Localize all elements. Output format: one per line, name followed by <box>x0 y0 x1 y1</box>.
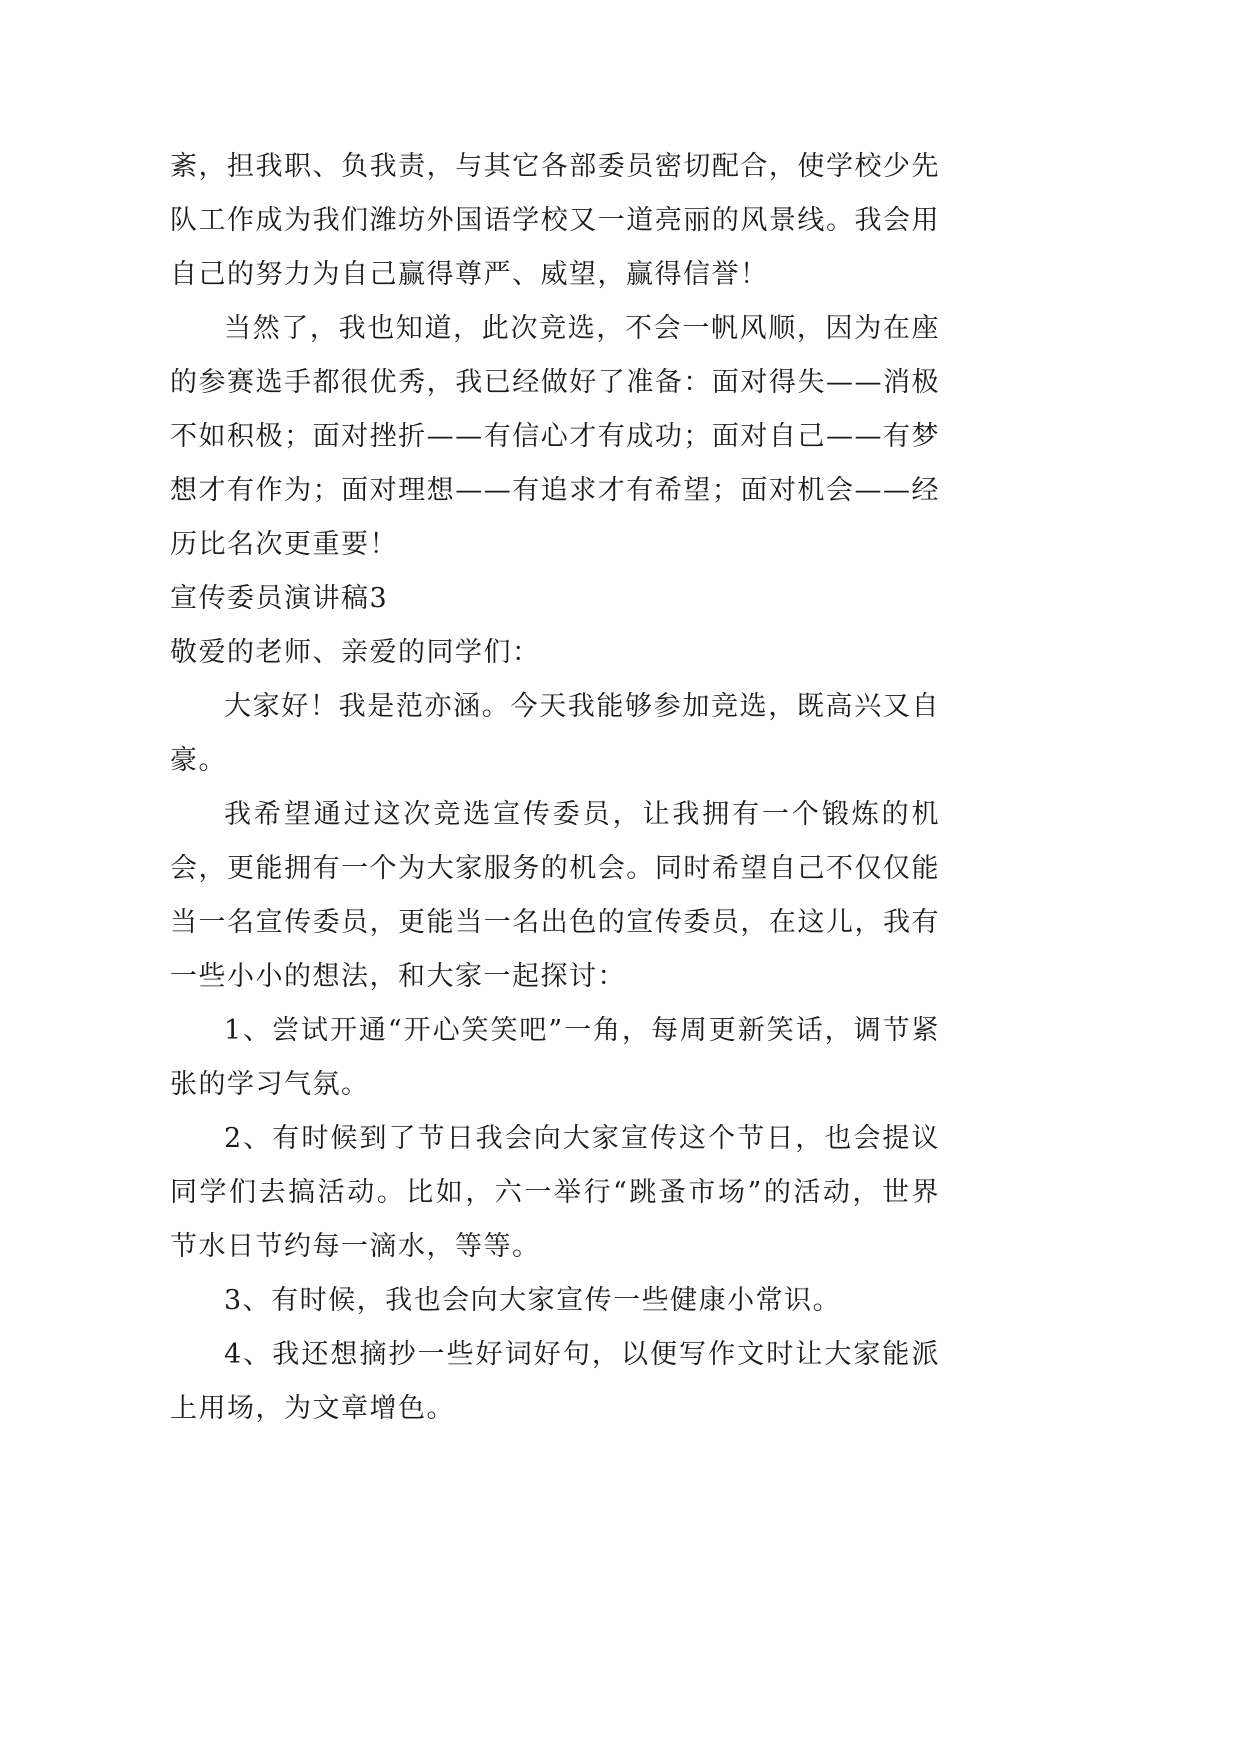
paragraph-continuation: 紊，担我职、负我责，与其它各部委员密切配合，使学校少先队工作成为我们潍坊外国语学校又一道亮丽的风景线。我会用自己的努力为自己赢得尊严、威望，赢得信誉！ <box>170 151 940 290</box>
document-body <box>170 140 940 1436</box>
paragraph-hope: 我希望通过这次竞选宣传委员，让我拥有一个锻炼的机会，更能拥有一个为大家服务的机会。同时希望自己不仅仅能当一名宣传委员，更能当一名出色的宣传委员，在这儿，我有一些小小的想法，和大家一起探讨： <box>170 799 940 992</box>
paragraph-greeting: 大家好！我是范亦涵。今天我能够参加竞选，既高兴又自豪。 <box>170 691 940 776</box>
list-item-3: 3、有时候，我也会向大家宣传一些健康小常识。 <box>224 1285 842 1316</box>
list-item-1: 1、尝试开通“开心笑笑吧”一角，每周更新笑话，调节紧张的学习气氛。 <box>170 1015 940 1100</box>
list-item-2: 2、有时候到了节日我会向大家宣传这个节日，也会提议同学们去搞活动。比如，六一举行“跳蚤市场”的活动，世界节水日节约每一滴水，等等。 <box>170 1123 940 1262</box>
section-heading: 宣传委员演讲稿3 <box>170 583 389 614</box>
salutation: 敬爱的老师、亲爱的同学们： <box>170 637 541 668</box>
paragraph-preparation: 当然了，我也知道，此次竞选，不会一帆风顺，因为在座的参赛选手都很优秀，我已经做好了准备：面对得失——消极不如积极；面对挫折——有信心才有成功；面对自己——有梦想才有作为；面对理想——有追求才有希望；面对机会——经历比名次更重要！ <box>170 313 940 560</box>
list-item-4: 4、我还想摘抄一些好词好句，以便写作文时让大家能派上用场，为文章增色。 <box>170 1339 940 1424</box>
